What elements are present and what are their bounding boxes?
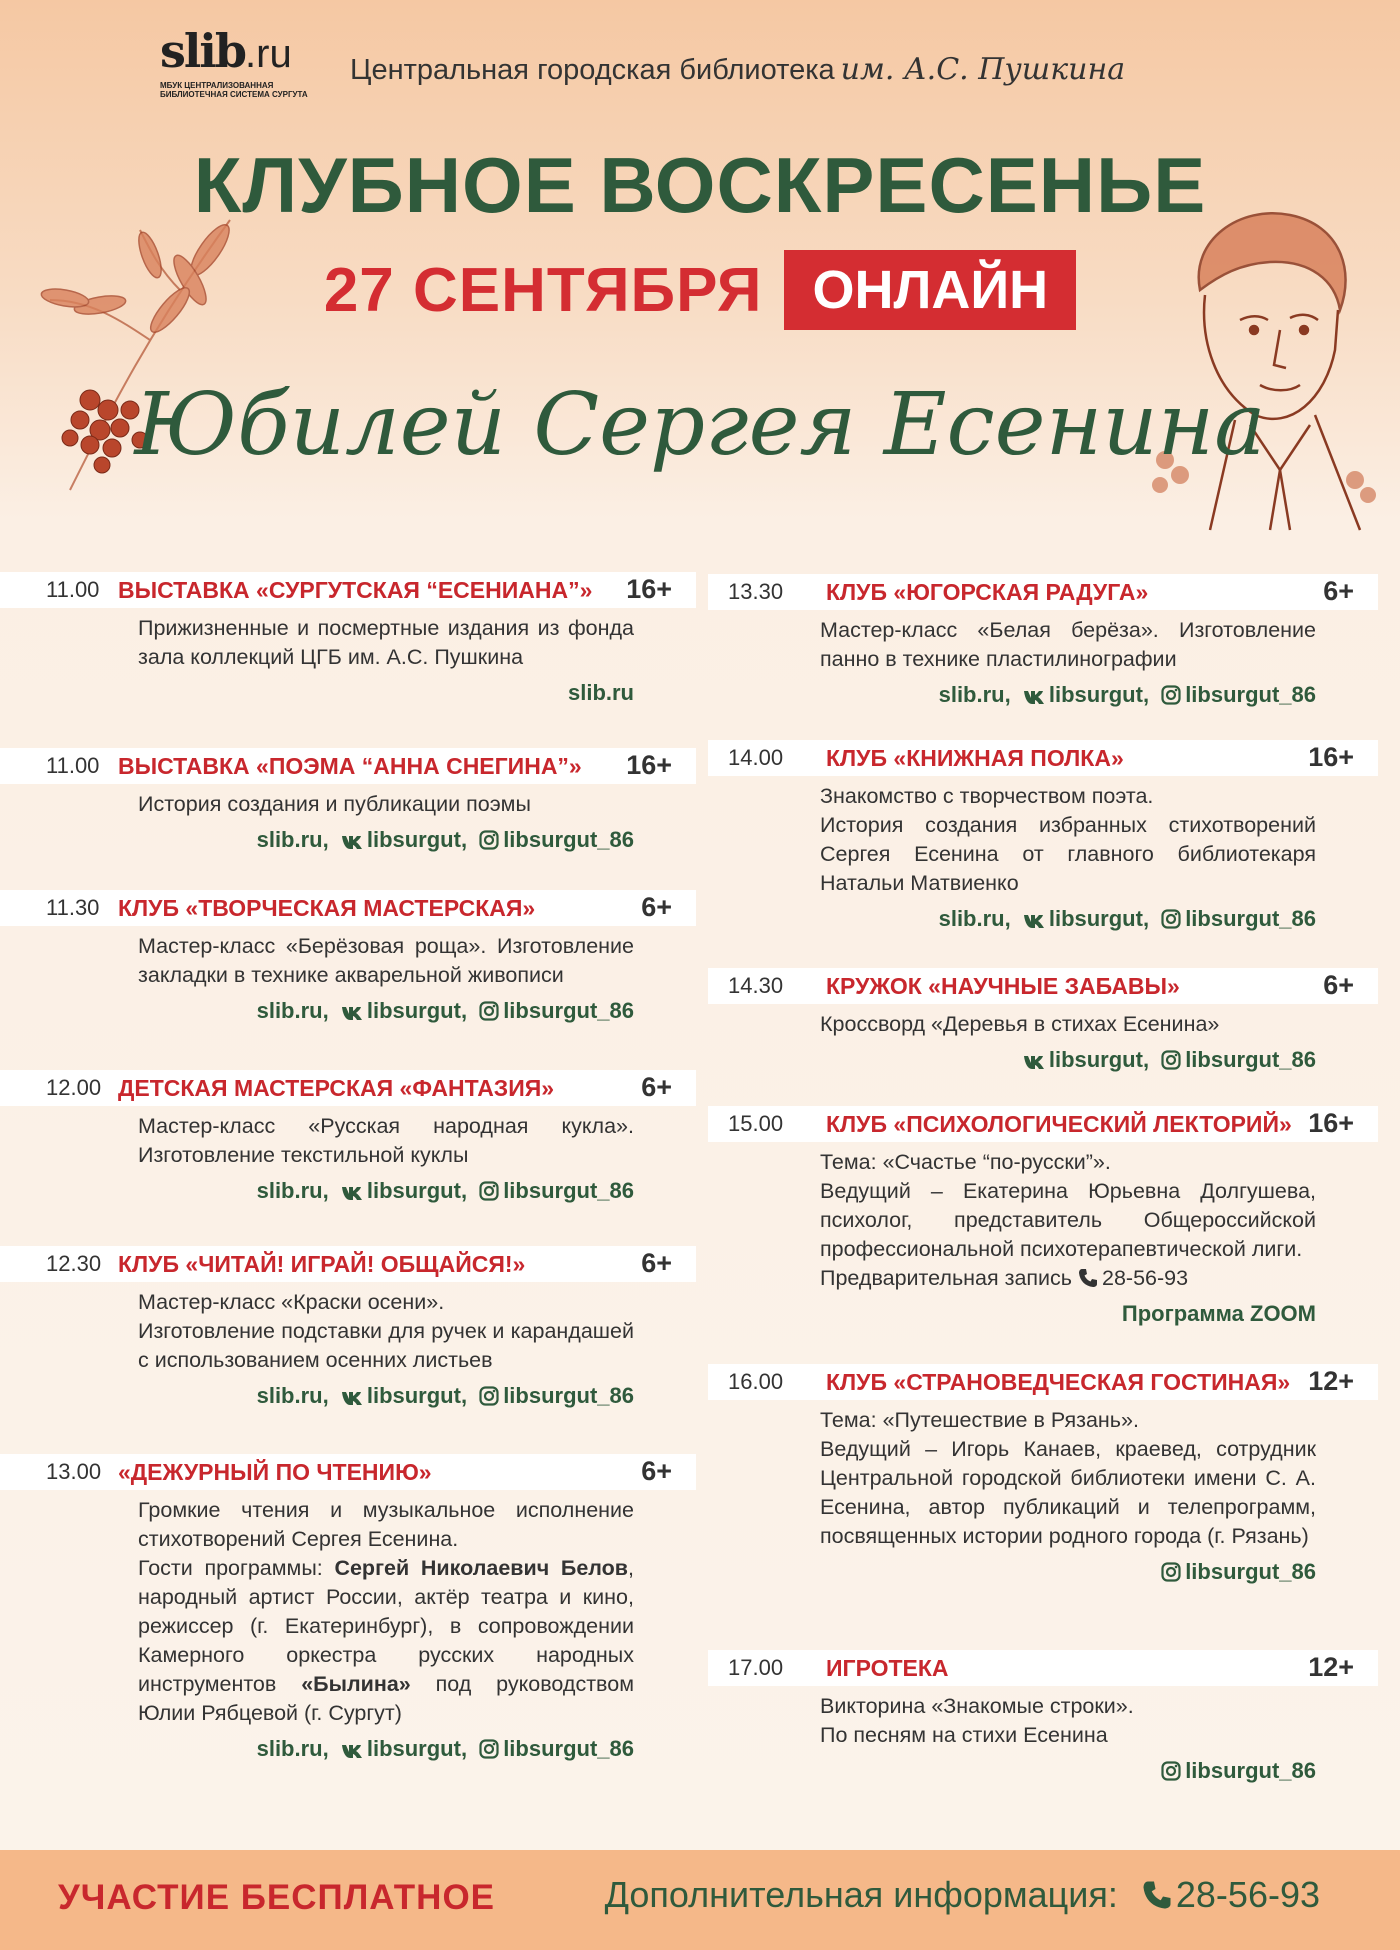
age-rating: 6+ bbox=[641, 1456, 672, 1486]
site-link[interactable]: slib.ru bbox=[567, 680, 634, 705]
site-link[interactable]: slib.ru, bbox=[256, 827, 329, 852]
instagram-icon bbox=[1161, 1562, 1181, 1582]
event-right-3 bbox=[708, 968, 1378, 1073]
instagram-icon bbox=[479, 1739, 499, 1759]
event-links bbox=[820, 682, 1316, 708]
event-title: КРУЖОК «НАУЧНЫЕ ЗАБАВЫ» bbox=[826, 972, 1180, 999]
event-links bbox=[138, 827, 634, 853]
instagram-icon bbox=[479, 1001, 499, 1021]
event-links bbox=[820, 1758, 1316, 1784]
event-right-2 bbox=[708, 740, 1378, 932]
site-link[interactable]: slib.ru, bbox=[256, 1736, 329, 1761]
event-description: История создания и публикации поэмы bbox=[138, 792, 531, 816]
event-title: КЛУБ «ПСИХОЛОГИЧЕСКИЙ ЛЕКТОРИЙ» bbox=[826, 1110, 1292, 1137]
event-title: ДЕТСКАЯ МАСТЕРСКАЯ «ФАНТАЗИЯ» bbox=[118, 1074, 555, 1101]
event-links bbox=[138, 680, 634, 706]
vk-link[interactable]: libsurgut, bbox=[341, 998, 467, 1023]
site-link[interactable]: slib.ru, bbox=[256, 1383, 329, 1408]
event-time: 17.00 bbox=[728, 1655, 784, 1680]
age-rating: 6+ bbox=[1323, 970, 1354, 1000]
age-rating: 6+ bbox=[641, 892, 672, 922]
instagram-icon bbox=[479, 1386, 499, 1406]
vk-icon bbox=[341, 834, 363, 850]
library-logo bbox=[160, 24, 330, 108]
event-left-6 bbox=[0, 1454, 696, 1762]
vk-icon bbox=[1023, 1054, 1045, 1070]
online-badge: ОНЛАЙН bbox=[784, 250, 1076, 330]
event-left-4 bbox=[0, 1070, 696, 1204]
age-rating: 6+ bbox=[1323, 576, 1354, 606]
vk-link[interactable]: libsurgut, bbox=[341, 827, 467, 852]
vk-link[interactable]: libsurgut, bbox=[341, 1178, 467, 1203]
instagram-link[interactable]: libsurgut_86 bbox=[1161, 1047, 1316, 1072]
instagram-link[interactable]: libsurgut_86 bbox=[479, 1178, 634, 1203]
event-links bbox=[138, 1178, 634, 1204]
vk-icon bbox=[341, 1185, 363, 1201]
instagram-icon bbox=[1161, 1050, 1181, 1070]
event-title: КЛУБ «ЧИТАЙ! ИГРАЙ! ОБЩАЙСЯ!» bbox=[118, 1250, 526, 1277]
footer-bar bbox=[0, 1850, 1400, 1950]
event-description: Мастер-класс «Русская народная кукла». Изготовление текстильной куклы bbox=[138, 1114, 634, 1167]
vk-icon bbox=[341, 1743, 363, 1759]
event-left-1 bbox=[0, 572, 696, 706]
event-time: 13.00 bbox=[46, 1459, 102, 1484]
event-links bbox=[820, 1301, 1316, 1327]
event-description: Прижизненные и посмертные издания из фонда зала коллекций ЦГБ им. А.С. Пушкина bbox=[138, 616, 634, 669]
event-links bbox=[820, 906, 1316, 932]
event-header bbox=[0, 1454, 696, 1490]
vk-link[interactable]: libsurgut, bbox=[1023, 1047, 1149, 1072]
logo-subtitle: МБУК ЦЕНТРАЛИЗОВАННАЯ БИБЛИОТЕЧНАЯ СИСТЕМА СУРГУТА bbox=[160, 81, 308, 99]
vk-link[interactable]: libsurgut, bbox=[341, 1736, 467, 1761]
main-title: КЛУБНОЕ ВОСКРЕСЕНЬЕ bbox=[193, 141, 1207, 229]
orchestra-name: «Былина» bbox=[301, 1672, 411, 1696]
event-description: Мастер-класс «Белая берёза». Изготовление панно в технике пластилинографии bbox=[820, 618, 1316, 671]
instagram-icon bbox=[479, 830, 499, 850]
instagram-icon bbox=[479, 1181, 499, 1201]
event-header bbox=[0, 748, 696, 784]
date-row bbox=[0, 250, 1400, 330]
vk-link[interactable]: libsurgut, bbox=[1023, 906, 1149, 931]
event-description: Тема: «Счастье “по-русски”». Ведущий – Екатерина Юрьевна Долгушева, психолог, представитель Общероссийской профессиональной психотерапевтической лиги. Предварительная запись 28-56-93 bbox=[820, 1150, 1316, 1290]
vk-icon bbox=[1023, 689, 1045, 705]
event-right-6 bbox=[708, 1650, 1378, 1784]
event-title: КЛУБ «ТВОРЧЕСКАЯ МАСТЕРСКАЯ» bbox=[118, 894, 536, 921]
event-time: 14.00 bbox=[728, 745, 784, 770]
event-description: Кроссворд «Деревья в стихах Есенина» bbox=[820, 1012, 1220, 1036]
vk-link[interactable]: libsurgut, bbox=[1023, 682, 1149, 707]
event-description: Тема: «Путешествие в Рязань». Ведущий – Игорь Канаев, краевед, сотрудник Центральной городской библиотеки имени С. А. Есенина, автор публикаций и телепрограмм, посвященных истории родного города (г. Рязань) bbox=[820, 1408, 1316, 1548]
instagram-link[interactable]: libsurgut_86 bbox=[479, 998, 634, 1023]
instagram-link[interactable]: libsurgut_86 bbox=[1161, 682, 1316, 707]
event-header bbox=[708, 968, 1378, 1004]
phone-icon bbox=[1078, 1268, 1098, 1288]
instagram-icon bbox=[1161, 1761, 1181, 1781]
event-description: Мастер-класс «Берёзовая роща». Изготовление закладки в технике акварельной живописи bbox=[138, 934, 634, 987]
zoom-link[interactable]: Программа ZOOM bbox=[1121, 1301, 1316, 1326]
age-rating: 16+ bbox=[1308, 1108, 1354, 1138]
registration-phone: 28-56-93 bbox=[1102, 1266, 1189, 1290]
vk-icon bbox=[341, 1390, 363, 1406]
event-title: КЛУБ «ЮГОРСКАЯ РАДУГА» bbox=[826, 578, 1149, 605]
instagram-link[interactable]: libsurgut_86 bbox=[1161, 1559, 1316, 1584]
event-title: ИГРОТЕКА bbox=[826, 1654, 949, 1681]
event-right-5 bbox=[708, 1364, 1378, 1585]
event-time: 11.30 bbox=[46, 895, 100, 920]
event-time: 12.00 bbox=[46, 1075, 102, 1100]
site-link[interactable]: slib.ru, bbox=[938, 906, 1011, 931]
site-link[interactable]: slib.ru, bbox=[938, 682, 1011, 707]
site-link[interactable]: slib.ru, bbox=[256, 1178, 329, 1203]
jubilee-subtitle: Юбилей Сергея Есенина bbox=[134, 375, 1266, 475]
age-rating: 16+ bbox=[1308, 742, 1354, 772]
event-date: 27 СЕНТЯБРЯ bbox=[323, 255, 763, 325]
library-named: им. А.С. Пушкина bbox=[840, 52, 1126, 87]
instagram-link[interactable]: libsurgut_86 bbox=[479, 1736, 634, 1761]
event-title: ВЫСТАВКА «СУРГУТСКАЯ “ЕСЕНИАНА”» bbox=[118, 576, 593, 603]
instagram-icon bbox=[1161, 685, 1181, 705]
event-header bbox=[0, 890, 696, 926]
logo-mark: slib.ru bbox=[160, 24, 292, 78]
event-time: 11.00 bbox=[46, 577, 100, 602]
event-header bbox=[0, 572, 696, 608]
age-rating: 16+ bbox=[626, 750, 672, 780]
age-rating: 12+ bbox=[1308, 1652, 1354, 1682]
age-rating: 12+ bbox=[1308, 1366, 1354, 1396]
library-name: Центральная городская библиотека им. А.С. Пушкина bbox=[350, 52, 1126, 87]
instagram-link[interactable]: libsurgut_86 bbox=[479, 827, 634, 852]
age-rating: 6+ bbox=[641, 1248, 672, 1278]
event-description: Громкие чтения и музыкальное исполнение стихотворений Сергея Есенина. Гости программы: Сергей Николаевич Белов, народный артист России, актёр театра и кино, режиссер (г. Екатеринбург), в сопровождении Камерного оркестра русских народных инструментов «Былина» под руководством Юлии Рябцевой (г. Сургут) bbox=[138, 1498, 634, 1725]
event-header bbox=[0, 1246, 696, 1282]
event-header bbox=[0, 1070, 696, 1106]
more-info: Дополнительная информация: 28-56-93 bbox=[604, 1874, 1320, 1915]
instagram-link[interactable]: libsurgut_86 bbox=[1161, 906, 1316, 931]
phone-icon bbox=[1142, 1880, 1172, 1910]
instagram-link[interactable]: libsurgut_86 bbox=[479, 1383, 634, 1408]
event-header bbox=[708, 1106, 1378, 1142]
age-rating: 16+ bbox=[626, 574, 672, 604]
event-left-3 bbox=[0, 890, 696, 1024]
event-description: Знакомство с творчеством поэта. История создания избранных стихотворений Сергея Есенина от главного библиотекаря Натальи Матвиенко bbox=[820, 784, 1316, 895]
instagram-icon bbox=[1161, 909, 1181, 929]
event-title: КЛУБ «КНИЖНАЯ ПОЛКА» bbox=[826, 744, 1124, 771]
event-header bbox=[708, 740, 1378, 776]
event-links bbox=[138, 1736, 634, 1762]
free-participation: УЧАСТИЕ БЕСПЛАТНОЕ bbox=[58, 1878, 496, 1917]
event-time: 16.00 bbox=[728, 1369, 784, 1394]
event-links bbox=[820, 1047, 1316, 1073]
event-time: 14.30 bbox=[728, 973, 784, 998]
vk-icon bbox=[1023, 913, 1045, 929]
event-left-5 bbox=[0, 1246, 696, 1409]
event-header bbox=[708, 1650, 1378, 1686]
guest-name: Сергей Николаевич Белов bbox=[334, 1556, 629, 1580]
age-rating: 6+ bbox=[641, 1072, 672, 1102]
vk-link[interactable]: libsurgut, bbox=[341, 1383, 467, 1408]
event-description: Мастер-класс «Краски осени». Изготовление подставки для ручек и карандашей с использованием осенних листьев bbox=[138, 1290, 634, 1372]
event-time: 12.30 bbox=[46, 1251, 102, 1276]
event-title: ВЫСТАВКА «ПОЭМА “АННА СНЕГИНА”» bbox=[118, 752, 582, 779]
instagram-link[interactable]: libsurgut_86 bbox=[1161, 1758, 1316, 1783]
site-link[interactable]: slib.ru, bbox=[256, 998, 329, 1023]
event-header bbox=[708, 1364, 1378, 1400]
event-description: Викторина «Знакомые строки». По песням на стихи Есенина bbox=[820, 1694, 1134, 1747]
event-time: 15.00 bbox=[728, 1111, 784, 1136]
event-time: 13.30 bbox=[728, 579, 784, 604]
event-links bbox=[138, 998, 634, 1024]
event-links bbox=[138, 1383, 634, 1409]
event-title: КЛУБ «СТРАНОВЕДЧЕСКАЯ ГОСТИНАЯ» bbox=[826, 1368, 1291, 1395]
event-time: 11.00 bbox=[46, 753, 100, 778]
vk-icon bbox=[341, 1005, 363, 1021]
event-right-4 bbox=[708, 1106, 1378, 1327]
event-links bbox=[820, 1559, 1316, 1585]
event-title: «ДЕЖУРНЫЙ ПО ЧТЕНИЮ» bbox=[118, 1458, 432, 1485]
event-header bbox=[708, 574, 1378, 610]
contact-phone[interactable]: 28-56-93 bbox=[1142, 1874, 1320, 1915]
event-left-2 bbox=[0, 748, 696, 853]
event-right-1 bbox=[708, 574, 1378, 708]
